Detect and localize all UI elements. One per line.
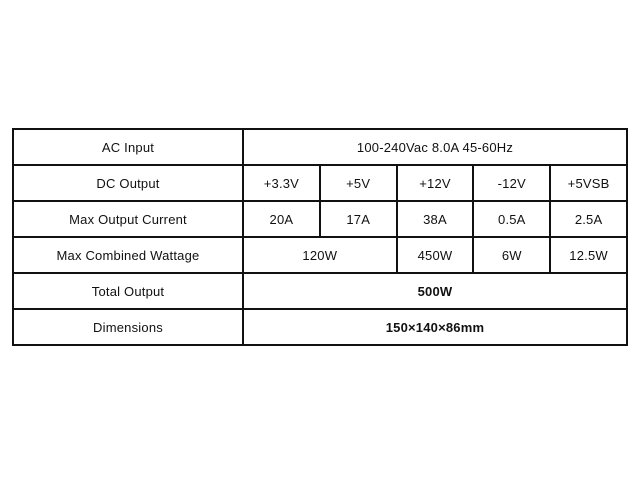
- cell-combined-wattage-450w: 450W: [397, 237, 474, 273]
- cell-dc-output-5vsb: +5VSB: [550, 165, 627, 201]
- cell-combined-wattage-12-5w: 12.5W: [550, 237, 627, 273]
- row-label-max-output-current: Max Output Current: [13, 201, 243, 237]
- table-row: [13, 165, 627, 201]
- table-row: [13, 237, 627, 273]
- cell-dc-output-33v: +3.3V: [243, 165, 320, 201]
- table-row: [13, 201, 627, 237]
- cell-dc-output-12v: +12V: [397, 165, 474, 201]
- table-row: [13, 309, 627, 345]
- cell-max-current-5vsb: 2.5A: [550, 201, 627, 237]
- cell-max-current-neg12v: 0.5A: [473, 201, 550, 237]
- cell-combined-wattage-6w: 6W: [473, 237, 550, 273]
- cell-ac-input-value: 100-240Vac 8.0A 45-60Hz: [243, 129, 627, 165]
- table-body: [13, 129, 627, 345]
- cell-dc-output-neg12v: -12V: [473, 165, 550, 201]
- row-label-max-combined-wattage: Max Combined Wattage: [13, 237, 243, 273]
- cell-dimensions-value: 150×140×86mm: [243, 309, 627, 345]
- row-label-dc-output: DC Output: [13, 165, 243, 201]
- specification-table: [12, 128, 628, 346]
- table-row: [13, 273, 627, 309]
- cell-max-current-33v: 20A: [243, 201, 320, 237]
- row-label-total-output: Total Output: [13, 273, 243, 309]
- cell-total-output-value: 500W: [243, 273, 627, 309]
- cell-max-current-12v: 38A: [397, 201, 474, 237]
- table-row: [13, 129, 627, 165]
- row-label-ac-input: AC Input: [13, 129, 243, 165]
- cell-max-current-5v: 17A: [320, 201, 397, 237]
- cell-combined-wattage-120w: 120W: [243, 237, 397, 273]
- cell-dc-output-5v: +5V: [320, 165, 397, 201]
- row-label-dimensions: Dimensions: [13, 309, 243, 345]
